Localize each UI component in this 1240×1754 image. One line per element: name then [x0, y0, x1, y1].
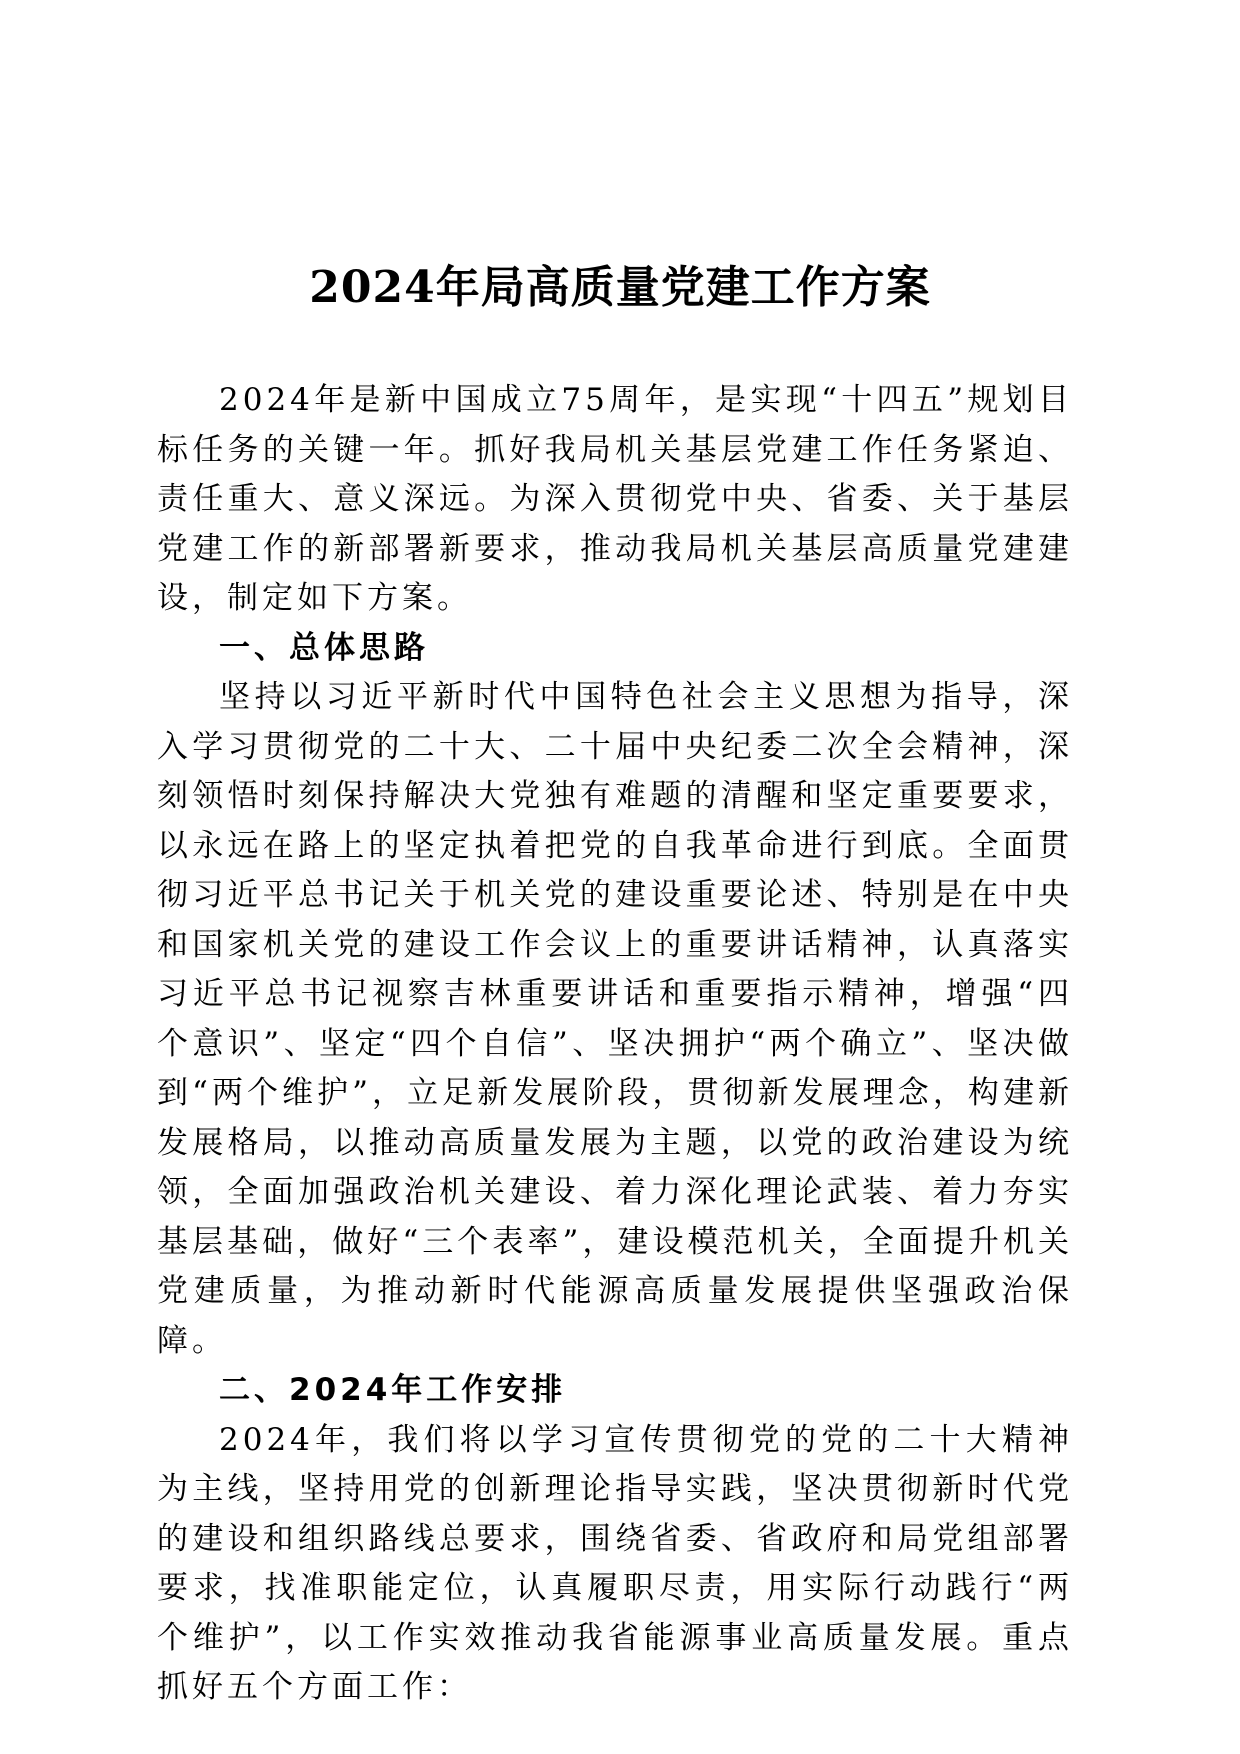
- section-heading-work-arrangement: 二、2024年工作安排: [219, 1372, 567, 1408]
- document-body: [157, 376, 1073, 1713]
- document-title: 2024年局高质量党建工作方案: [309, 262, 931, 313]
- section-paragraph-work-arrangement: 2024年，我们将以学习宣传贯彻党的党的二十大精神为主线，坚持用党的创新理论指导实践，坚决贯彻新时代党的建设和组织路线总要求，围绕省委、省政府和局党组部署要求，找准职能定位，认真履职尽责，用实际行动践行“两个维护”，以工作实效推动我省能源事业高质量发展。重点抓好五个方面工作：: [157, 1421, 1073, 1705]
- section-paragraph-overall-approach: 坚持以习近平新时代中国特色社会主义思想为指导，深入学习贯彻党的二十大、二十届中央纪委二次全会精神，深刻领悟时刻保持解决大党独有难题的清醒和坚定重要要求，以永远在路上的坚定执着把党的自我革命进行到底。全面贯彻习近平总书记关于机关党的建设重要论述、特别是在中央和国家机关党的建设工作会议上的重要讲话精神，认真落实习近平总书记视察吉林重要讲话和重要指示精神，增强“四个意识”、坚定“四个自信”、坚决拥护“两个确立”、坚决做到“两个维护”，立足新发展阶段，贯彻新发展理念，构建新发展格局，以推动高质量发展为主题，以党的政治建设为统领，全面加强政治机关建设、着力深化理论武装、着力夯实基层基础，做好“三个表率”，建设模范机关，全面提升机关党建质量，为推动新时代能源高质量发展提供坚强政治保障。: [157, 679, 1073, 1359]
- section-heading-overall-approach: 一、总体思路: [219, 629, 429, 666]
- intro-paragraph: 2024年是新中国成立75周年，是实现“十四五”规划目标任务的关键一年。抓好我局机关基层党建工作任务紧迫、责任重大、意义深远。为深入贯彻党中央、省委、关于基层党建工作的新部署新要求，推动我局机关基层高质量党建建设，制定如下方案。: [157, 382, 1073, 616]
